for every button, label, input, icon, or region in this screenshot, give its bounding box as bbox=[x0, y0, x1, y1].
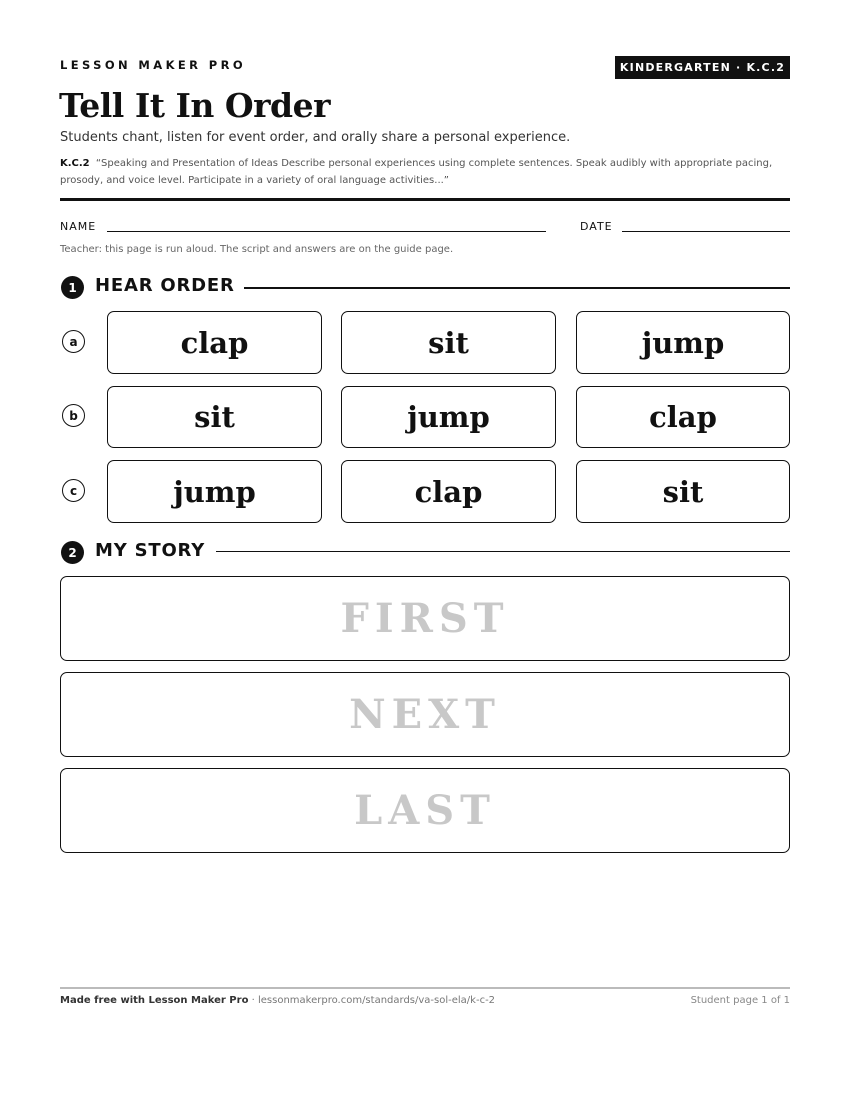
section-rule bbox=[216, 551, 790, 552]
word-card[interactable]: sit bbox=[341, 311, 556, 374]
row-letter-a: a bbox=[62, 330, 85, 353]
word-card[interactable]: sit bbox=[576, 460, 790, 523]
name-field[interactable] bbox=[107, 231, 546, 232]
section-title-hear-order: HEAR ORDER bbox=[95, 275, 235, 296]
header-divider bbox=[60, 198, 790, 201]
word-card[interactable]: clap bbox=[576, 386, 790, 448]
page-subtitle: Students chant, listen for event order, and orally share a personal experience. bbox=[60, 130, 571, 145]
date-label: DATE bbox=[580, 220, 613, 233]
date-field[interactable] bbox=[622, 231, 790, 232]
word-card[interactable]: sit bbox=[107, 386, 322, 448]
standard-text: “Speaking and Presentation of Ideas Describe personal experiences using complete sentences. Speak audibly with appropriate pacing, prosody, and voice level. Participate in a variety of oral language activities...” bbox=[60, 158, 773, 186]
story-box-next[interactable]: NEXT bbox=[60, 672, 790, 757]
footer-credit bbox=[60, 995, 495, 1006]
footer-page-number: Student page 1 of 1 bbox=[690, 995, 790, 1006]
word-card[interactable]: clap bbox=[107, 311, 322, 374]
page-title: Tell It In Order bbox=[59, 86, 331, 125]
teacher-note: Teacher: this page is run aloud. The script and answers are on the guide page. bbox=[60, 244, 454, 255]
word-card[interactable]: clap bbox=[341, 460, 556, 523]
footer-url[interactable]: · lessonmakerpro.com/standards/va-sol-ela/k-c-2 bbox=[248, 995, 496, 1006]
grade-badge: KINDERGARTEN · K.C.2 bbox=[615, 56, 790, 79]
row-letter-c: c bbox=[62, 479, 85, 502]
section-rule bbox=[244, 287, 790, 289]
footer-made-with: Made free with Lesson Maker Pro bbox=[60, 995, 249, 1006]
section-number-1: 1 bbox=[61, 276, 84, 299]
word-card[interactable]: jump bbox=[576, 311, 790, 374]
word-card[interactable]: jump bbox=[341, 386, 556, 448]
standard-code: K.C.2 bbox=[60, 158, 90, 169]
word-card[interactable]: jump bbox=[107, 460, 322, 523]
footer-divider bbox=[60, 987, 790, 989]
standard-description bbox=[60, 155, 790, 189]
name-label: NAME bbox=[60, 220, 97, 233]
section-title-my-story: MY STORY bbox=[95, 540, 206, 561]
story-box-first[interactable]: FIRST bbox=[60, 576, 790, 661]
row-letter-b: b bbox=[62, 404, 85, 427]
brand-name: LESSON MAKER PRO bbox=[60, 58, 247, 72]
story-box-last[interactable]: LAST bbox=[60, 768, 790, 853]
section-number-2: 2 bbox=[61, 541, 84, 564]
